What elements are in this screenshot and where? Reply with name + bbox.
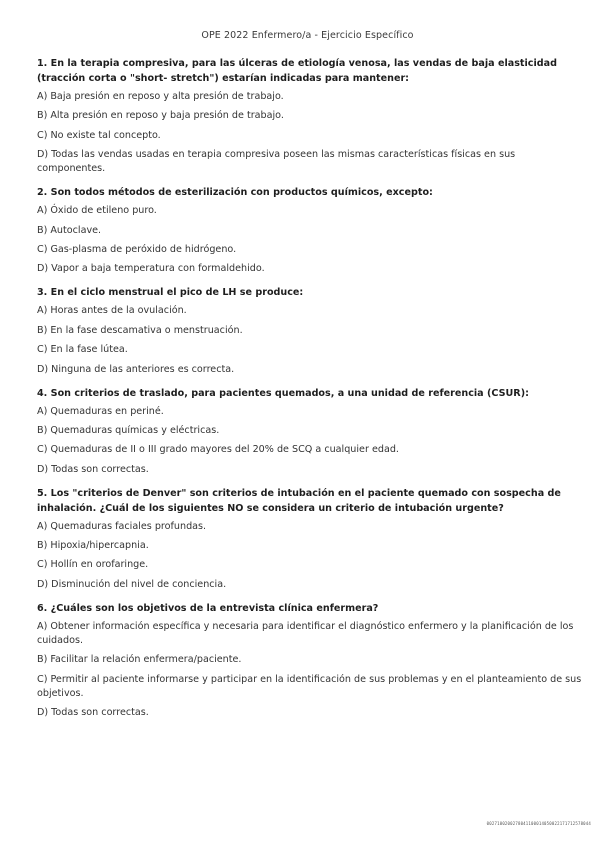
question-list bbox=[37, 56, 585, 729]
option-b: B) Alta presión en reposo y baja presión de trabajo. bbox=[37, 110, 284, 122]
question-4 bbox=[37, 386, 585, 477]
option-a: A) Baja presión en reposo y alta presión de trabajo. bbox=[37, 91, 284, 102]
option-a: A) Óxido de etileno puro. bbox=[37, 205, 157, 217]
option-c: C) Permitir al paciente informarse y participar en la identificación de sus problemas y en el planteamiento de sus objetivos. bbox=[37, 673, 582, 699]
question-stem: 6. ¿Cuáles son los objetivos de la entrevista clínica enfermera? bbox=[37, 602, 379, 614]
option-b: B) Quemaduras químicas y eléctricas. bbox=[37, 424, 220, 436]
option-c: C) Hollín en orofaringe. bbox=[37, 559, 149, 571]
option-a: A) Horas antes de la ovulación. bbox=[37, 305, 187, 317]
option-b: B) En la fase descamativa o menstruación. bbox=[37, 324, 243, 336]
option-d: D) Disminución del nivel de conciencia. bbox=[37, 578, 227, 590]
question-2 bbox=[37, 185, 585, 276]
question-stem: 3. En el ciclo menstrual el pico de LH se produce: bbox=[37, 287, 304, 299]
question-stem: 5. Los "criterios de Denver" son criterios de intubación en el paciente quemado con sospecha de inhalación. ¿Cuál de los siguientes NO se considera un criterio de intubación urgente? bbox=[37, 487, 561, 514]
option-b: B) Facilitar la relación enfermera/paciente. bbox=[37, 654, 242, 666]
option-b: B) Autoclave. bbox=[37, 224, 102, 236]
question-stem: 1. En la terapia compresiva, para las úlceras de etiología venosa, las vendas de baja elasticidad (tracción corta o "short- stretch") estarían indicadas para mantener: bbox=[37, 58, 557, 84]
question-stem: 4. Son criterios de traslado, para pacientes quemados, a una unidad de referencia (CSUR): bbox=[37, 387, 529, 399]
option-c: C) Quemaduras de II o III grado mayores del 20% de SCQ a cualquier edad. bbox=[37, 444, 399, 456]
option-c: C) No existe tal concepto. bbox=[37, 129, 161, 141]
option-d: D) Todas son correctas. bbox=[37, 707, 149, 719]
question-stem: 2. Son todos métodos de esterilización con productos químicos, excepto: bbox=[37, 187, 433, 199]
option-d: D) Vapor a baja temperatura con formaldehido. bbox=[37, 263, 265, 275]
option-d: D) Todas son correctas. bbox=[37, 463, 149, 475]
option-c: C) En la fase lútea. bbox=[37, 344, 128, 356]
option-a: A) Quemaduras faciales profundas. bbox=[37, 520, 207, 532]
option-a: A) Obtener información específica y necesaria para identificar el diagnóstico enfermero y la planificación de los cuidados. bbox=[37, 620, 574, 646]
option-d: D) Todas las vendas usadas en terapia compresiva poseen las mismas características físicas en sus componentes. bbox=[37, 149, 516, 175]
document-barcode-text: 0027100200278041100014050022171712578044 bbox=[486, 821, 591, 826]
option-d: D) Ninguna de las anteriores es correcta. bbox=[37, 363, 235, 375]
question-3 bbox=[37, 285, 585, 376]
question-1 bbox=[37, 56, 585, 176]
question-5 bbox=[37, 486, 585, 592]
page-header: OPE 2022 Enfermero/a - Ejercicio Específico bbox=[201, 30, 414, 41]
question-6 bbox=[37, 601, 585, 720]
option-b: B) Hipoxia/hipercapnia. bbox=[37, 540, 149, 552]
option-a: A) Quemaduras en periné. bbox=[37, 405, 164, 417]
option-c: C) Gas-plasma de peróxido de hidrógeno. bbox=[37, 243, 237, 255]
